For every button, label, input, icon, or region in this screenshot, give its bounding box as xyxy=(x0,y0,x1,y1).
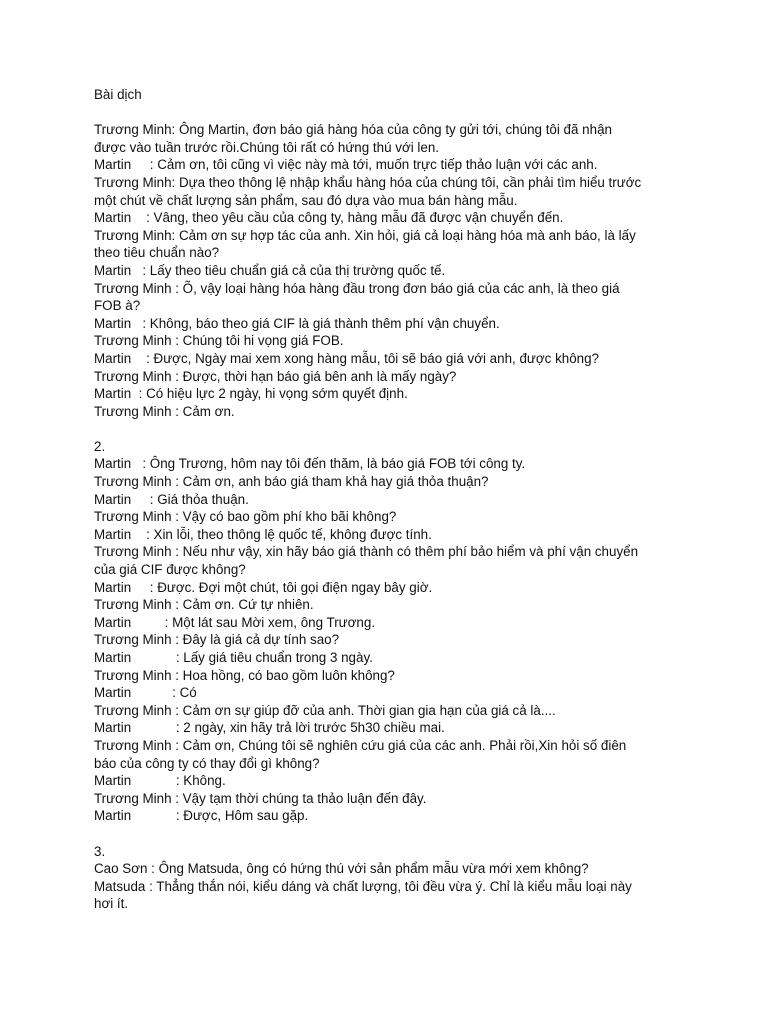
section-3 xyxy=(94,843,684,913)
text-line: Martin : Xin lỗi, theo thông lệ quốc tế, không được tính. xyxy=(94,526,432,542)
text-line: Matsuda : Thẳng thắn nói, kiểu dáng và chất lượng, tôi đều vừa ý. Chỉ là kiểu mẫu loại này xyxy=(94,878,632,894)
text-line: Martin : Lấy giá tiêu chuẩn trong 3 ngày. xyxy=(94,650,373,665)
spacer xyxy=(94,825,684,843)
text-line: Martin : Ông Trương, hôm nay tôi đến thăm, là báo giá FOB tới công ty. xyxy=(94,456,526,472)
text-line: Trương Minh : Õ, vậy loại hàng hóa hàng đầu trong đơn báo giá của các anh, là theo giá xyxy=(94,280,620,296)
text-line: Trương Minh: Cảm ơn sự hợp tác của anh. Xin hỏi, giá cả loại hàng hóa mà anh báo, là lấy xyxy=(94,227,636,243)
document-title: Bài dịch xyxy=(94,87,142,102)
text-line: FOB à? xyxy=(94,298,141,314)
text-line: Trương Minh : Cảm ơn. xyxy=(94,403,235,419)
spacer xyxy=(94,104,684,122)
text-line: Martin : 2 ngày, xin hãy trả lời trước 5h30 chiều mai. xyxy=(94,720,445,736)
text-line: Trương Minh : Cảm ơn sự giúp đỡ của anh. Thời gian gia hạn của giá cả là.... xyxy=(94,702,556,718)
document-page xyxy=(94,86,684,913)
text-line: Martin : Được, Ngày mai xem xong hàng mẫu, tôi sẽ báo giá với anh, được không? xyxy=(94,350,599,366)
section-1 xyxy=(94,121,684,420)
text-line: Martin : Giá thỏa thuận. xyxy=(94,491,249,507)
text-line: được vào tuần trước rồi.Chúng tôi rất có hứng thú với len. xyxy=(94,139,440,155)
text-line: Trương Minh : Nếu như vậy, xin hãy báo giá thành có thêm phí bảo hiểm và phí vận chuyển xyxy=(94,544,639,560)
text-line: Trương Minh : Cảm ơn, anh báo giá tham khả hay giá thỏa thuận? xyxy=(94,474,489,490)
text-line: Trương Minh : Cảm ơn, Chúng tôi sẽ nghiên cứu giá của các anh. Phải rồi,Xin hỏi số điên xyxy=(94,737,627,753)
text-line: Trương Minh : Được, thời hạn báo giá bên anh là mấy ngày? xyxy=(94,368,457,384)
text-line: Cao Sơn : Ông Matsuda, ông có hứng thú với sản phẩm mẫu vừa mới xem không? xyxy=(94,861,589,877)
text-line: Trương Minh : Chúng tôi hi vọng giá FOB. xyxy=(94,333,344,349)
text-line: một chút về chất lượng sản phẩm, sau đó dựa vào mua bán hàng mẫu. xyxy=(94,192,518,208)
text-line: Trương Minh: Dựa theo thông lệ nhập khẩu hàng hóa của chúng tôi, cần phải tìm hiểu trước xyxy=(94,174,642,190)
text-line: Martin : Lấy theo tiêu chuẩn giá cả của thị trường quốc tế. xyxy=(94,262,446,278)
spacer xyxy=(94,420,684,438)
text-line: Trương Minh: Ông Martin, đơn báo giá hàng hóa của công ty gửi tới, chúng tôi đã nhận xyxy=(94,122,612,138)
text-line: Martin : Có xyxy=(94,685,197,701)
text-line: Martin : Được, Hôm sau gặp. xyxy=(94,808,309,824)
text-line: Martin : Không, báo theo giá CIF là giá thành thêm phí vận chuyển. xyxy=(94,315,500,331)
text-line: Martin : Có hiệu lực 2 ngày, hi vọng sớm quyết định. xyxy=(94,386,408,402)
text-line: Trương Minh : Hoa hồng, có bao gồm luôn không? xyxy=(94,667,395,683)
text-line: Martin : Một lát sau Mời xem, ông Trương. xyxy=(94,614,376,630)
section-heading: 2. xyxy=(94,438,106,454)
text-line: Trương Minh : Vậy tạm thời chúng ta thảo luận đến đây. xyxy=(94,790,427,806)
text-line: Martin : Không. xyxy=(94,773,226,789)
text-line: báo của công ty có thay đổi gì không? xyxy=(94,755,320,771)
text-line: Trương Minh : Đây là giá cả dự tính sao? xyxy=(94,632,340,648)
text-line: Martin : Vâng, theo yêu cầu của công ty, hàng mẫu đã được vận chuyển đến. xyxy=(94,210,564,226)
text-line: Martin : Cảm ơn, tôi cũng vì việc này mà tới, muốn trực tiếp thảo luận với các anh. xyxy=(94,157,598,173)
text-line: Trương Minh : Cảm ơn. Cứ tự nhiên. xyxy=(94,597,314,613)
text-line: của giá CIF được không? xyxy=(94,562,246,578)
text-line: Martin : Được. Đợi một chút, tôi gọi điện ngay bây giờ. xyxy=(94,579,433,595)
text-line: Trương Minh : Vậy có bao gồm phí kho bãi không? xyxy=(94,509,397,525)
text-line: hơi ít. xyxy=(94,896,129,912)
section-2 xyxy=(94,438,684,825)
section-heading: 3. xyxy=(94,843,106,859)
text-line: theo tiêu chuẩn nào? xyxy=(94,245,220,261)
